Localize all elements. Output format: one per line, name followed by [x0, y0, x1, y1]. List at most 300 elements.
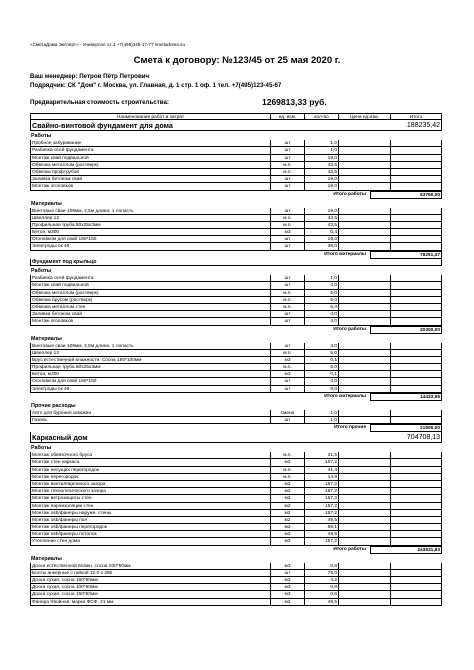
item-total — [390, 474, 442, 481]
table-row — [30, 417, 442, 424]
column-header-qty: кол-во — [304, 114, 338, 120]
table-row — [30, 311, 442, 318]
item-total — [390, 503, 442, 510]
item-price — [338, 282, 390, 289]
item-name: Разбивка осей фундамента — [30, 147, 270, 154]
manager-line: Ваш менеджер: Петров Пётр Петрович — [30, 73, 150, 80]
item-unit: м2 — [270, 481, 304, 488]
item-unit: шт — [270, 282, 304, 289]
item-total — [390, 229, 442, 236]
item-qty: 4,0 — [304, 318, 338, 325]
table-row — [30, 297, 442, 304]
item-qty: 1,0 — [304, 140, 338, 147]
item-name: Пробное забуривание — [30, 140, 270, 147]
item-qty: 19,0 — [304, 208, 338, 215]
subsection-title: Работы — [31, 133, 52, 140]
item-qty: 41,4 — [304, 467, 338, 474]
subsection-heading — [30, 402, 442, 410]
item-name: Электроды ок 46 — [30, 243, 270, 250]
item-name: Обвязка брусом (ростверк) — [30, 297, 270, 304]
item-unit: м2 — [270, 503, 304, 510]
item-unit: м.п. — [270, 162, 304, 169]
subtotal-value: 14433,95 — [370, 393, 442, 401]
table-row — [30, 208, 442, 215]
item-name: Винтовые сваи 108мм, 2,5м длина, 1 лопасть — [30, 343, 270, 350]
table-row — [30, 563, 442, 570]
subtotal-row — [30, 326, 442, 334]
item-qty: 5,0 — [304, 350, 338, 357]
subtotal-row — [30, 424, 442, 432]
item-total — [390, 222, 442, 229]
table-row — [30, 222, 442, 229]
item-price — [338, 488, 390, 495]
item-name: Утепление стен дома — [30, 538, 270, 545]
table-row — [30, 229, 442, 236]
item-qty: 59,1 — [304, 524, 338, 531]
item-name: Монтаж osb/фанеры потолок — [30, 531, 270, 538]
table-row — [30, 474, 442, 481]
subsection-heading — [30, 444, 442, 452]
subtotal-row — [30, 251, 442, 259]
table-row — [30, 371, 442, 378]
item-qty: 157,2 — [304, 495, 338, 502]
item-qty: 157,2 — [304, 503, 338, 510]
item-total — [390, 147, 442, 154]
column-header-name: Наименование работ и затрат — [30, 114, 270, 120]
item-qty: 49,5 — [304, 531, 338, 538]
item-total — [390, 488, 442, 495]
item-name: Монтаж оголовков — [30, 318, 270, 325]
item-name: Монтаж osb/фанеры наружн. стены — [30, 510, 270, 517]
item-price — [338, 169, 390, 176]
item-price — [338, 140, 390, 147]
item-unit: м.п. — [270, 222, 304, 229]
item-unit: м2 — [270, 524, 304, 531]
subsection-title: Работы — [31, 445, 52, 452]
document-title: Смета к договору: №123/45 от 25 мая 2020 г. — [133, 55, 341, 66]
item-total — [390, 318, 442, 325]
item-total — [390, 599, 442, 606]
item-name: Оголовком для свай 150*150 — [30, 378, 270, 385]
item-name: Монтаж обвязочного бруса — [30, 452, 270, 459]
subsection-title: Материалы — [31, 200, 62, 207]
item-unit: м.п. — [270, 290, 304, 297]
item-price — [338, 357, 390, 364]
section-title: Свайно-винтовой фундамент для дома — [32, 121, 173, 131]
item-price — [338, 467, 390, 474]
item-price — [338, 386, 390, 393]
item-unit: шт — [270, 147, 304, 154]
column-header-price: Цена ед.изм. — [338, 114, 390, 120]
table-row — [30, 183, 442, 190]
item-qty: 4,2 — [304, 577, 338, 584]
item-qty: 1,0 — [304, 417, 338, 424]
item-unit: шт — [270, 140, 304, 147]
item-total — [390, 343, 442, 350]
table-row — [30, 495, 442, 502]
item-price — [338, 474, 390, 481]
table-row — [30, 364, 442, 371]
subtotal-row — [30, 546, 442, 554]
item-total — [390, 350, 442, 357]
item-name: Монтаж технологического зазора — [30, 488, 270, 495]
item-price — [338, 510, 390, 517]
item-unit: шт — [270, 243, 304, 250]
group-title: Фундамент под крыльцо — [32, 258, 97, 265]
table-row — [30, 243, 442, 250]
item-total — [390, 297, 442, 304]
table-header-row — [30, 113, 442, 120]
item-price — [338, 364, 390, 371]
section-total: 188235,42 — [406, 122, 440, 130]
item-total — [390, 452, 442, 459]
item-qty: 49,5 — [304, 599, 338, 606]
item-qty: 157,2 — [304, 510, 338, 517]
item-price — [338, 155, 390, 162]
item-price — [338, 208, 390, 215]
item-qty: 157,2 — [304, 538, 338, 545]
subtotal-label: Итого работы — [333, 546, 366, 552]
subtotal-value: 53750,00 — [370, 191, 442, 199]
item-name: Газель — [30, 417, 270, 424]
section-total: 704708,13 — [406, 434, 440, 442]
item-name: Швеллер 12 — [30, 350, 270, 357]
item-unit: м.п. — [270, 169, 304, 176]
item-name: Доска сухая, сосна 150*50мм — [30, 577, 270, 584]
item-unit: м.п. — [270, 304, 304, 311]
item-total — [390, 357, 442, 364]
item-qty: 19,0 — [304, 155, 338, 162]
item-qty: 38,0 — [304, 243, 338, 250]
item-total — [390, 577, 442, 584]
item-price — [338, 481, 390, 488]
item-unit: шт — [270, 155, 304, 162]
item-price — [338, 297, 390, 304]
table-row — [30, 215, 442, 222]
table-row — [30, 147, 442, 154]
table-row — [30, 357, 442, 364]
subtotal-value: 21500,00 — [370, 424, 442, 432]
item-unit: шт — [270, 318, 304, 325]
item-name: Профильная труба 50х25х3мм — [30, 222, 270, 229]
table-row — [30, 378, 442, 385]
item-total — [390, 467, 442, 474]
item-unit: м2 — [270, 538, 304, 545]
item-total — [390, 140, 442, 147]
item-qty: 49,5 — [304, 517, 338, 524]
item-unit: м2 — [270, 495, 304, 502]
item-total — [390, 275, 442, 282]
item-price — [338, 236, 390, 243]
item-unit: шт — [270, 417, 304, 424]
table-row — [30, 531, 442, 538]
item-unit: шт — [270, 275, 304, 282]
item-unit: м.п. — [270, 350, 304, 357]
item-unit: м3 — [270, 229, 304, 236]
item-total — [390, 495, 442, 502]
item-total — [390, 538, 442, 545]
item-unit: м.п. — [270, 467, 304, 474]
item-price — [338, 452, 390, 459]
item-name: Обвязка металлом стен — [30, 304, 270, 311]
table-row — [30, 584, 442, 591]
item-name: Обвязка металлом (ростверк) — [30, 290, 270, 297]
app-info-line: «СметаДома Эксперт» - Универсал v1.1 +7(495)445-17-77 smetadoma.su — [30, 42, 186, 47]
item-unit: м.п. — [270, 297, 304, 304]
table-row — [30, 599, 442, 606]
item-price — [338, 378, 390, 385]
subsection-heading — [30, 132, 442, 140]
item-qty: 4,0 — [304, 378, 338, 385]
item-price — [338, 591, 390, 598]
item-name: Монтаж osb/фанеры пол — [30, 517, 270, 524]
preliminary-cost-label: Предварительная стоимость строительства: — [30, 99, 169, 106]
item-qty: 75,0 — [304, 570, 338, 577]
item-qty: 0,8 — [304, 563, 338, 570]
item-qty: 43,5 — [304, 162, 338, 169]
subtotal-label: Итого материалы — [324, 251, 366, 257]
item-price — [338, 318, 390, 325]
item-qty: 1,0 — [304, 275, 338, 282]
item-total — [390, 183, 442, 190]
item-price — [338, 275, 390, 282]
item-unit: м.п. — [270, 452, 304, 459]
item-price — [338, 531, 390, 538]
item-price — [338, 570, 390, 577]
table-row — [30, 318, 442, 325]
item-name: Доска сухая, сосна 150*50мм — [30, 591, 270, 598]
table-row — [30, 169, 442, 176]
table-row — [30, 290, 442, 297]
item-unit: шт — [270, 236, 304, 243]
item-name: Швеллер 12 — [30, 215, 270, 222]
column-header-total: Итого — [390, 114, 442, 120]
subtotal-row — [30, 393, 442, 401]
item-total — [390, 215, 442, 222]
item-name: Разбивка осей фундамента — [30, 275, 270, 282]
subtotal-label: Итого работы — [333, 326, 366, 332]
item-total — [390, 510, 442, 517]
item-price — [338, 162, 390, 169]
item-name: Монтаж стен каркаса — [30, 459, 270, 466]
item-unit: шт — [270, 570, 304, 577]
item-total — [390, 236, 442, 243]
item-qty: 43,5 — [304, 215, 338, 222]
item-unit: шт — [270, 183, 304, 190]
item-unit: шт — [270, 386, 304, 393]
table-row — [30, 162, 442, 169]
item-price — [338, 343, 390, 350]
table-row — [30, 524, 442, 531]
item-price — [338, 517, 390, 524]
section-row — [30, 120, 442, 131]
table-row — [30, 452, 442, 459]
item-price — [338, 350, 390, 357]
subtotal-value: 243931,83 — [370, 546, 442, 554]
item-price — [338, 599, 390, 606]
table-row — [30, 350, 442, 357]
item-qty: 4,0 — [304, 343, 338, 350]
estimate-table — [30, 113, 442, 606]
item-price — [338, 371, 390, 378]
table-row — [30, 176, 442, 183]
item-total — [390, 371, 442, 378]
item-qty: 5,0 — [304, 304, 338, 311]
table-row — [30, 488, 442, 495]
table-row — [30, 577, 442, 584]
item-total — [390, 570, 442, 577]
item-total — [390, 169, 442, 176]
item-unit: м2 — [270, 599, 304, 606]
subsection-title: Материалы — [31, 555, 62, 562]
item-total — [390, 591, 442, 598]
item-total — [390, 208, 442, 215]
item-qty: 43,5 — [304, 169, 338, 176]
subtotal-value: 20300,00 — [370, 326, 442, 334]
item-total — [390, 290, 442, 297]
table-row — [30, 467, 442, 474]
item-unit: м3 — [270, 591, 304, 598]
item-unit: м3 — [270, 357, 304, 364]
item-price — [338, 183, 390, 190]
table-row — [30, 570, 442, 577]
item-unit: м2 — [270, 517, 304, 524]
item-total — [390, 243, 442, 250]
item-qty: 157,2 — [304, 459, 338, 466]
item-total — [390, 311, 442, 318]
item-total — [390, 162, 442, 169]
item-unit: м2 — [270, 459, 304, 466]
subtotal-value: 78251,47 — [370, 251, 442, 259]
item-name: Монтаж вентиляционного зазора — [30, 481, 270, 488]
table-row — [30, 503, 442, 510]
item-name: Монтаж ветрозащиты стен — [30, 495, 270, 502]
item-price — [338, 222, 390, 229]
item-price — [338, 584, 390, 591]
item-unit: м2 — [270, 531, 304, 538]
table-row — [30, 517, 442, 524]
item-price — [338, 290, 390, 297]
table-row — [30, 155, 442, 162]
item-price — [338, 410, 390, 417]
table-row — [30, 386, 442, 393]
item-name: Монтаж пароизоляции стен — [30, 503, 270, 510]
item-price — [338, 304, 390, 311]
item-qty: 5,0 — [304, 297, 338, 304]
item-name: Доска естественной влажн. сосна 200*50мм — [30, 563, 270, 570]
item-unit: м.п. — [270, 474, 304, 481]
item-name: Монтаж osb/фанеры перегородок — [30, 524, 270, 531]
table-row — [30, 459, 442, 466]
item-total — [390, 304, 442, 311]
item-unit: м2 — [270, 510, 304, 517]
item-total — [390, 481, 442, 488]
item-name: Бетон, м300 — [30, 229, 270, 236]
section-title: Каркасный дом — [32, 433, 88, 443]
item-unit: шт — [270, 311, 304, 318]
item-qty: 4,0 — [304, 311, 338, 318]
item-name: Заливка бетоном свай — [30, 176, 270, 183]
subsection-heading — [30, 555, 442, 563]
item-qty: 1,0 — [304, 147, 338, 154]
item-price — [338, 229, 390, 236]
section-row — [30, 432, 442, 443]
item-unit: м3 — [270, 577, 304, 584]
table-row — [30, 275, 442, 282]
item-name: Оголовком для свай 150*150 — [30, 236, 270, 243]
item-name: Электроды ок 46 — [30, 386, 270, 393]
table-row — [30, 236, 442, 243]
item-price — [338, 215, 390, 222]
item-name: Доска сухая, сосна 100*50мм — [30, 584, 270, 591]
item-unit: м.п. — [270, 215, 304, 222]
item-price — [338, 495, 390, 502]
item-qty: 43,5 — [304, 222, 338, 229]
item-unit: м3 — [270, 563, 304, 570]
table-row — [30, 538, 442, 545]
contractor-line: Подрядчик: СК "Дом" г. Москва, ул. Главная, д. 1 стр. 1 оф. 1 тел. +7(495)123-45-67 — [30, 82, 282, 89]
item-unit: смена — [270, 410, 304, 417]
item-qty: 0,1 — [304, 371, 338, 378]
item-qty: 0,6 — [304, 591, 338, 598]
item-qty: 19,0 — [304, 176, 338, 183]
item-total — [390, 584, 442, 591]
item-name: Обвязка металлом (ростверк) — [30, 162, 270, 169]
preliminary-cost-value: 1269813,33 руб. — [262, 97, 327, 107]
item-price — [338, 577, 390, 584]
item-qty: 157,2 — [304, 481, 338, 488]
item-qty: 31,5 — [304, 452, 338, 459]
item-name: Брус естественной влажности. Сосна 180*100мм — [30, 357, 270, 364]
subsection-heading — [30, 335, 442, 343]
table-row — [30, 591, 442, 598]
item-price — [338, 459, 390, 466]
item-price — [338, 417, 390, 424]
item-total — [390, 531, 442, 538]
item-total — [390, 563, 442, 570]
table-row — [30, 343, 442, 350]
subtotal-label: Итого прочие — [334, 425, 366, 431]
item-qty: 1,0 — [304, 410, 338, 417]
item-total — [390, 386, 442, 393]
item-total — [390, 517, 442, 524]
item-qty: 0,4 — [304, 229, 338, 236]
item-name: Монтаж свай подвальной — [30, 282, 270, 289]
item-name: Профильная труба 50х25х3мм — [30, 364, 270, 371]
item-price — [338, 538, 390, 545]
item-name: Болты анкерные с гайкой 12,0 х 280 — [30, 570, 270, 577]
item-unit: м3 — [270, 371, 304, 378]
item-name: Обвязка профтрубой — [30, 169, 270, 176]
item-total — [390, 459, 442, 466]
item-name: Монтаж несущих перегородок — [30, 467, 270, 474]
item-total — [390, 410, 442, 417]
subsection-heading — [30, 267, 442, 275]
item-unit: м.п. — [270, 364, 304, 371]
item-price — [338, 563, 390, 570]
item-name: Бетон, м300 — [30, 371, 270, 378]
item-name: Монтаж перегородок — [30, 474, 270, 481]
item-unit: шт — [270, 378, 304, 385]
item-qty: 5,0 — [304, 364, 338, 371]
table-row — [30, 481, 442, 488]
item-unit: м3 — [270, 584, 304, 591]
table-row — [30, 304, 442, 311]
item-qty: 0,1 — [304, 357, 338, 364]
item-qty: 4,0 — [304, 282, 338, 289]
item-unit: шт — [270, 176, 304, 183]
subtotal-row — [30, 191, 442, 199]
